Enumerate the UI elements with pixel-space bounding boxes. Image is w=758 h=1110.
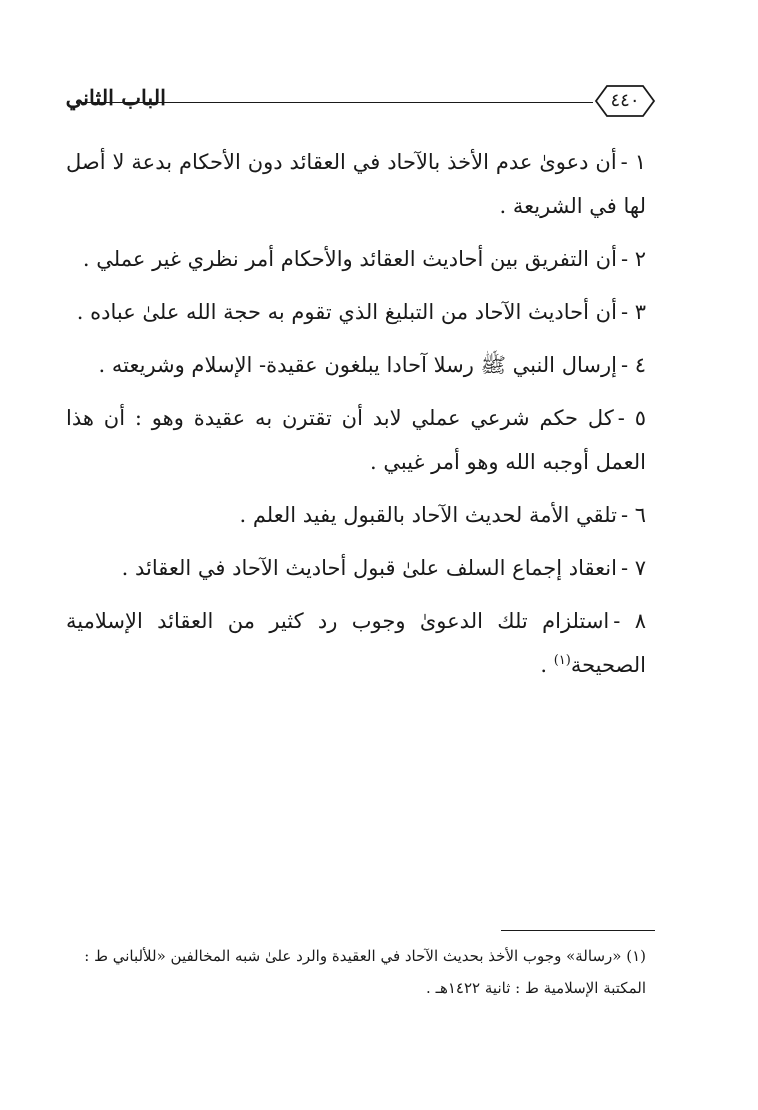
numbered-list (66, 140, 646, 696)
item-number: ٤ - (620, 353, 646, 377)
item-text: انعقاد إجماع السلف علىٰ قبول أحاديث الآحاد في العقائد . (121, 556, 617, 580)
list-item (66, 493, 646, 537)
item-number: ٥ - (617, 406, 647, 430)
item-number: ٧ - (620, 556, 646, 580)
footnote-rule (501, 930, 655, 931)
item-text: إرسال النبي ﷺ رسلا آحادا يبلغون عقيدة- الإسلام وشريعته . (98, 353, 617, 377)
item-text: استلزام تلك الدعوىٰ وجوب رد كثير من العقائد الإسلامية الصحيحة (66, 609, 646, 677)
list-item (66, 546, 646, 590)
item-text: أن التفريق بين أحاديث العقائد والأحكام أمر نظري غير عملي . (82, 247, 617, 271)
item-text: أن دعوىٰ عدم الأخذ بالآحاد في العقائد دون الأحكام بدعة لا أصل لها في الشريعة . (66, 150, 646, 218)
footnote (66, 940, 646, 1004)
footnote-reference[interactable]: (١) (553, 653, 571, 668)
list-item (66, 290, 646, 334)
list-item (66, 599, 646, 687)
item-number: ٢ - (620, 247, 646, 271)
item-number: ٨ - (613, 609, 646, 633)
list-item (66, 343, 646, 387)
footnote-text: «رسالة» وجوب الأخذ بحديث الآحاد في العقيدة والرد علىٰ شبه المخالفين «للألباني ط : المكتبة الإسلامية ط : ثانية ١٤٢٢هـ . (84, 947, 646, 997)
item-end-punctuation: . (540, 653, 554, 677)
item-text: تلقي الأمة لحديث الآحاد بالقبول يفيد العلم . (239, 503, 617, 527)
list-item (66, 237, 646, 281)
page-number-badge (593, 84, 657, 118)
item-text: كل حكم شرعي عملي لابد أن تقترن به عقيدة وهو : أن هذا العمل أوجبه الله وهو أمر غيبي . (66, 406, 646, 474)
header-rule (79, 102, 593, 103)
item-text: أن أحاديث الآحاد من التبليغ الذي تقوم به حجة الله علىٰ عباده . (76, 300, 617, 324)
item-number: ٣ - (620, 300, 646, 324)
list-item (66, 396, 646, 484)
footnote-marker: (١) (626, 947, 646, 965)
item-number: ٦ - (620, 503, 646, 527)
chapter-title: الباب الثاني (65, 85, 166, 110)
page-number: ٤٤٠ (610, 90, 640, 111)
list-item (66, 140, 646, 228)
item-number: ١ - (620, 150, 646, 174)
